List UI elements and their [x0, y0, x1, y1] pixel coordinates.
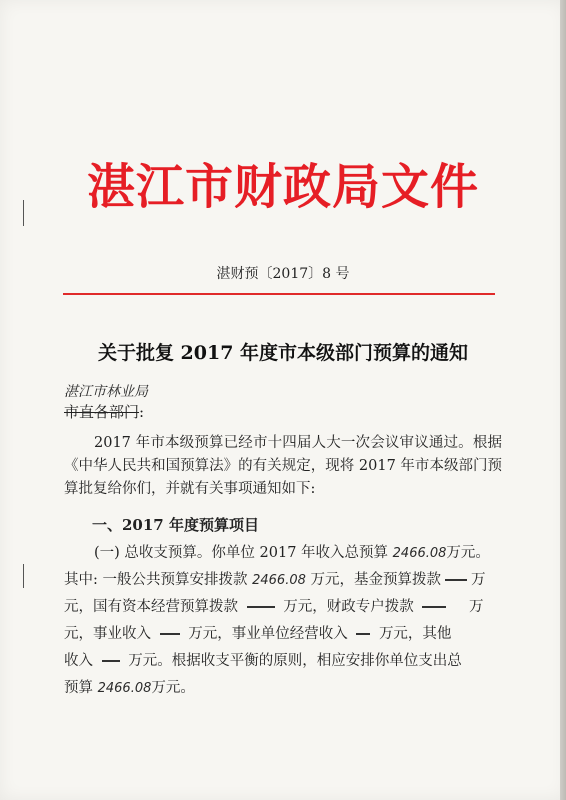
text-span: 万元。 [446, 545, 490, 561]
text-span: 万元。 [151, 680, 195, 696]
text-span: 万元。根据收支平衡的原则，相应安排你单位支出总 [128, 653, 462, 669]
text-span: 万 [470, 572, 486, 588]
binding-mark [23, 564, 24, 588]
recipient-colon: : [139, 403, 145, 421]
struck-recipient: 市直各部门 [64, 403, 140, 421]
handwritten-dash [102, 660, 120, 662]
body-line [64, 621, 504, 648]
body-line [64, 594, 504, 621]
handwritten-recipient: 湛江市林业局 [64, 384, 148, 400]
text-span: 元，国有资本经营预算拨款 [64, 599, 238, 615]
handwritten-amount: 2466.08 [252, 573, 306, 588]
handwritten-amount: 2466.08 [97, 681, 152, 696]
handwritten-amount: 2466.08 [392, 546, 447, 561]
budget-body [64, 540, 504, 702]
text-span: 其中: 一般公共预算安排拨款 [64, 572, 248, 588]
intro-paragraph: 2017 年市本级预算已经市十四届人大一次会议审议通过。根据《中华人民共和国预算法》的有关规定，现将 2017 年市本级部门预算批复给你们，并就有关事项通知如下: [64, 435, 502, 497]
body-line [64, 648, 504, 675]
recipient-line [64, 401, 144, 422]
issuing-authority-header: 湛江市财政局文件 [86, 159, 479, 215]
handwritten-dash [422, 606, 446, 608]
text-span: 元，事业收入 [64, 626, 151, 642]
text-span: 收入 [64, 653, 93, 669]
text-span: 万元，基金预算拨款 [310, 572, 441, 588]
text-span: 万元，财政专户拨款 [283, 599, 414, 615]
body-line [64, 567, 504, 594]
handwritten-dash [356, 633, 370, 635]
document-title: 关于批复 2017 年度市本级部门预算的通知 [97, 342, 469, 364]
handwritten-dash [160, 633, 180, 635]
section-title: 一、2017 年度预算项目 [92, 516, 259, 534]
text-span: 预算 [64, 680, 93, 696]
handwritten-dash [445, 579, 467, 581]
red-separator-line [63, 293, 495, 295]
body-line [64, 540, 504, 567]
text-span: 万 [468, 599, 484, 615]
document-number: 湛财预〔2017〕8 号 [216, 266, 350, 282]
body-line [64, 675, 504, 702]
text-span: 万元，事业单位经营收入 [188, 626, 348, 642]
text-span: (一) 总收支预算。你单位 2017 年收入总预算 [94, 545, 389, 561]
scan-edge [560, 0, 566, 800]
handwritten-dash [247, 606, 275, 608]
text-span: 万元，其他 [378, 626, 452, 642]
